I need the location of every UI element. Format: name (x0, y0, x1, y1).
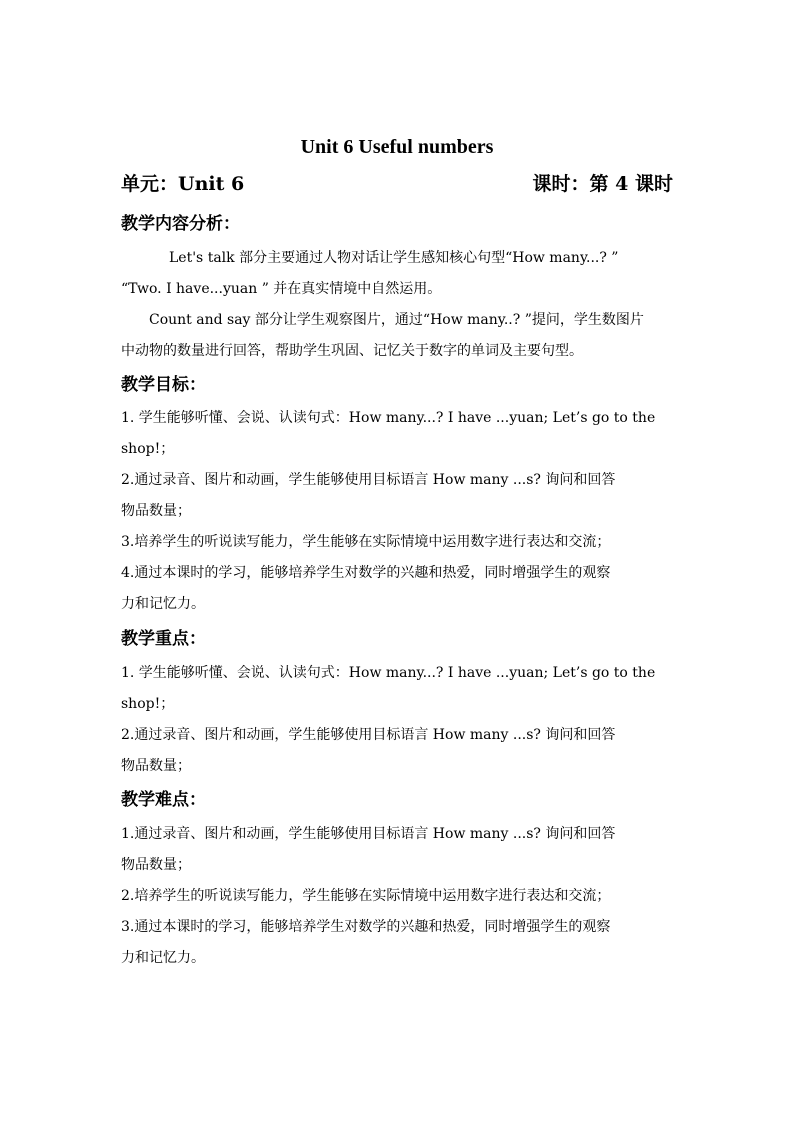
objectives-item-4-line2: 力和记忆力。 (121, 596, 205, 612)
content-analysis-paragraph-1 (121, 243, 673, 305)
content-analysis-p2-line1: Count and say 部分让学生观察图片，通过“How many..? ”提问，学生数图片 (149, 312, 644, 328)
difficulties-item-2-line1: 2.培养学生的听说读写能力，学生能够在实际情境中运用数字进行表达和交流； (121, 888, 611, 904)
objectives-item-1-line1: 1. 学生能够听懂、会说、认读句式：How many...? I have ...yuan; Let’s go to the (121, 410, 656, 426)
objectives-item-3-line1: 3.培养学生的听说读写能力，学生能够在实际情境中运用数字进行表达和交流； (121, 534, 611, 550)
objectives-item-1-line2: shop!； (121, 441, 175, 457)
objectives-item-4 (121, 558, 673, 620)
content-analysis-heading: 教学内容分析： (121, 214, 240, 234)
objectives-item-2 (121, 465, 673, 527)
key-points-item-1 (121, 658, 673, 720)
lesson-label: 课时：第 4 课时 (532, 173, 673, 195)
key-points-heading: 教学重点： (121, 629, 206, 649)
content-analysis-p2-line2: 中动物的数量进行回答，帮助学生巩固、记忆关于数字的单词及主要句型。 (121, 343, 583, 359)
objectives-item-4-line1: 4.通过本课时的学习，能够培养学生对数学的兴趣和热爱，同时增强学生的观察 (121, 565, 611, 581)
content-analysis-p1-line2: “Two. I have...yuan ” 并在真实情境中自然运用。 (121, 281, 442, 297)
objectives-item-3 (121, 527, 673, 558)
unit-lesson-row (121, 171, 673, 197)
objectives-item-2-line2: 物品数量； (121, 503, 191, 519)
key-points-item-2 (121, 720, 673, 782)
objectives-item-1 (121, 403, 673, 465)
content-analysis-paragraph-2 (121, 305, 673, 367)
difficulties-heading: 教学难点： (121, 790, 206, 810)
unit-label: 单元：Unit 6 (121, 173, 245, 195)
difficulties-item-2 (121, 881, 673, 912)
key-points-item-1-line1: 1. 学生能够听懂、会说、认读句式：How many...? I have ...yuan; Let’s go to the (121, 665, 656, 681)
key-points-item-2-line2: 物品数量； (121, 758, 191, 774)
difficulties-item-3 (121, 912, 673, 974)
key-points-item-2-line1: 2.通过录音、图片和动画，学生能够使用目标语言 How many ...s? 询问和回答 (121, 727, 616, 743)
key-points-item-1-line2: shop!； (121, 696, 175, 712)
difficulties-item-3-line1: 3.通过本课时的学习，能够培养学生对数学的兴趣和热爱，同时增强学生的观察 (121, 919, 611, 935)
document-title: Unit 6 Useful numbers (300, 136, 494, 158)
objectives-item-2-line1: 2.通过录音、图片和动画，学生能够使用目标语言 How many ...s? 询问和回答 (121, 472, 616, 488)
content-analysis-p1-line1: Let's talk 部分主要通过人物对话让学生感知核心句型“How many...? ” (169, 250, 619, 266)
difficulties-item-1-line2: 物品数量； (121, 857, 191, 873)
difficulties-item-1 (121, 819, 673, 881)
objectives-heading: 教学目标： (121, 375, 206, 395)
difficulties-item-1-line1: 1.通过录音、图片和动画，学生能够使用目标语言 How many ...s? 询问和回答 (121, 826, 616, 842)
difficulties-item-3-line2: 力和记忆力。 (121, 950, 205, 966)
